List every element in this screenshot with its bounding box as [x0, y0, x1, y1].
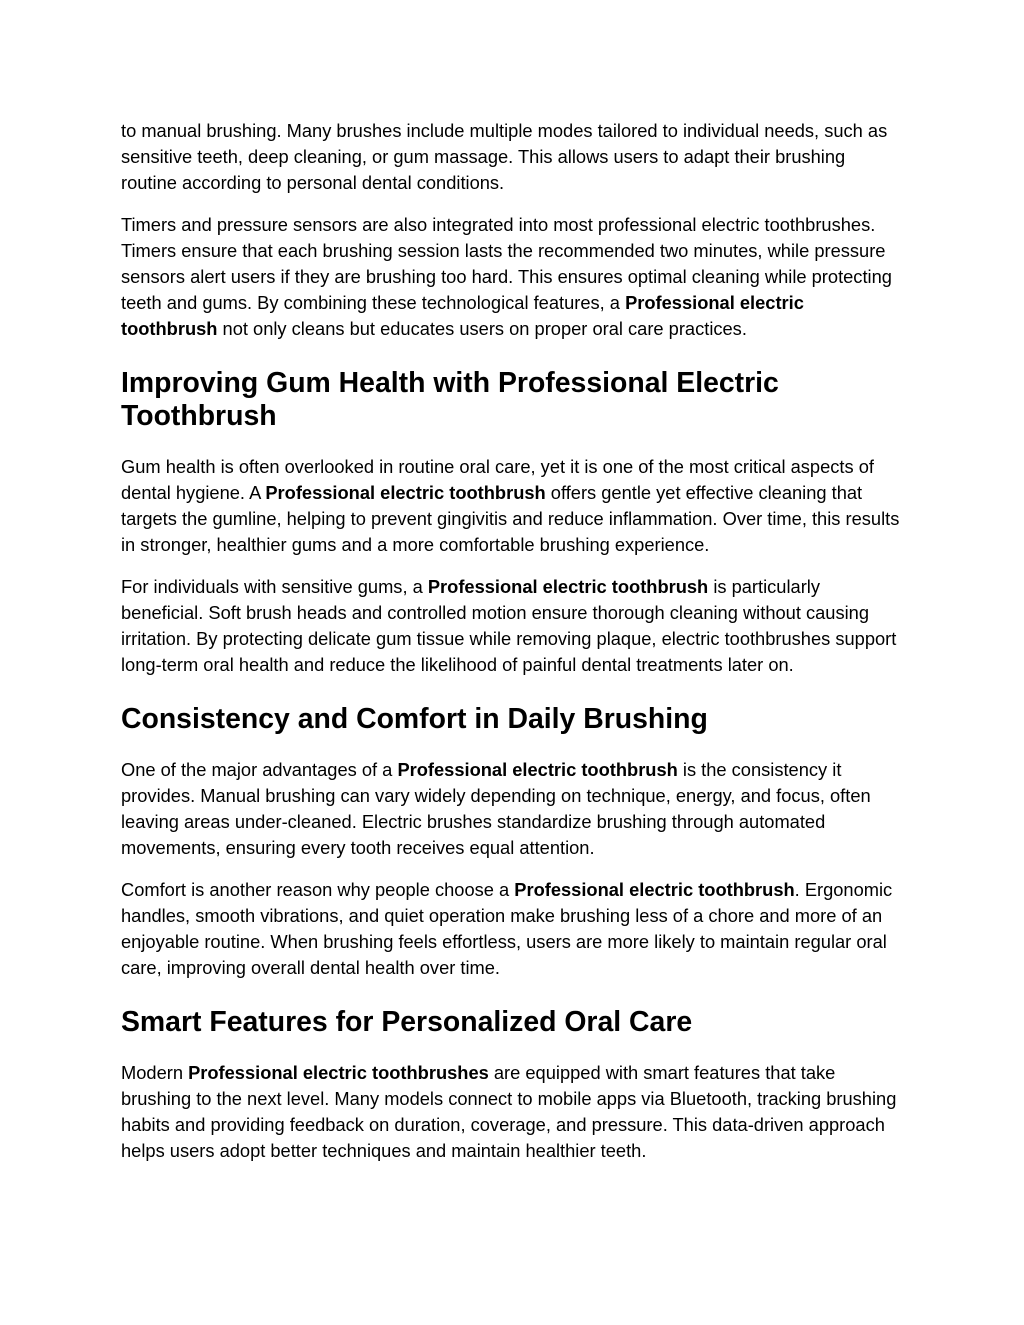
heading-consistency-comfort: Consistency and Comfort in Daily Brushing: [121, 703, 708, 735]
text-run: . Ergonomic handles, smooth vibrations, and quiet operation make brushing less of a chore and more of an enjoyable routine. When brushing feels effortless, users are more likely to maintain regular oral care, improving overall dental health over time.: [121, 879, 893, 978]
text-run: Gum health is often overlooked in routine oral care, yet it is one of the most critical aspects of dental hygiene. A: [121, 456, 874, 503]
bold-run: Professional electric toothbrushes: [188, 1062, 489, 1083]
text-run: are equipped with smart features that take brushing to the next level. Many models connect to mobile apps via Bluetooth, tracking brushing habits and providing feedback on duration, coverage, and pressure. This data-driven approach helps users adopt better techniques and maintain healthier teeth.: [121, 1062, 897, 1161]
text-run: is particularly beneficial. Soft brush heads and controlled motion ensure thorough cleaning without causing irritation. By protecting delicate gum tissue while removing plaque, electric toothbrushes support long-term oral health and reduce the likelihood of painful dental treatments later on.: [121, 576, 897, 675]
text-run: offers gentle yet effective cleaning that targets the gumline, helping to prevent gingivitis and reduce inflammation. Over time, this results in stronger, healthier gums and a more comfortable brushing experience.: [121, 482, 900, 555]
text-run: For individuals with sensitive gums, a: [121, 576, 428, 597]
bold-run: Professional electric toothbrush: [427, 576, 709, 597]
heading-improving-gum-health: Improving Gum Health with Professional Electric Toothbrush: [121, 367, 779, 432]
text-run: Comfort is another reason why people choose a: [121, 879, 515, 900]
heading-smart-features: Smart Features for Personalized Oral Care: [121, 1006, 693, 1038]
bold-run: Professional electric toothbrush: [397, 759, 678, 780]
text-run: Modern: [121, 1062, 189, 1083]
paragraph-gum-health: [121, 454, 903, 558]
text-run: to manual brushing. Many brushes include multiple modes tailored to individual needs, such as sensitive teeth, deep cleaning, or gum massage. This allows users to adapt their brushing routine according to personal dental conditions.: [121, 120, 888, 193]
text-run: is the consistency it provides. Manual brushing can vary widely depending on technique, energy, and focus, often leaving areas under-cleaned. Electric brushes standardize brushing through automated movements, ensuring every tooth receives equal attention.: [121, 759, 871, 858]
paragraph-sensitive-gums: [121, 574, 903, 678]
text-run: not only cleans but educates users on proper oral care practices.: [217, 318, 747, 339]
paragraph-manual-brushing-continuation: [121, 118, 903, 196]
paragraph-smart-features: [121, 1060, 903, 1164]
paragraph-consistency-advantages: [121, 757, 903, 861]
bold-run: Professional electric toothbrush: [514, 879, 795, 900]
bold-run: Professional electric toothbrush: [265, 482, 546, 503]
paragraph-timers-pressure-sensors: [121, 212, 903, 342]
text-run: Timers and pressure sensors are also integrated into most professional electric toothbrushes. Timers ensure that each brushing session lasts the recommended two minutes, while pressure sensors alert users if they are brushing too hard. This ensures optimal cleaning while protecting teeth and gums. By combining these technological features, a: [121, 214, 892, 313]
bold-run: Professional electric toothbrush: [121, 292, 804, 339]
text-run: One of the major advantages of a: [121, 759, 398, 780]
paragraph-comfort-ergonomics: [121, 877, 903, 981]
